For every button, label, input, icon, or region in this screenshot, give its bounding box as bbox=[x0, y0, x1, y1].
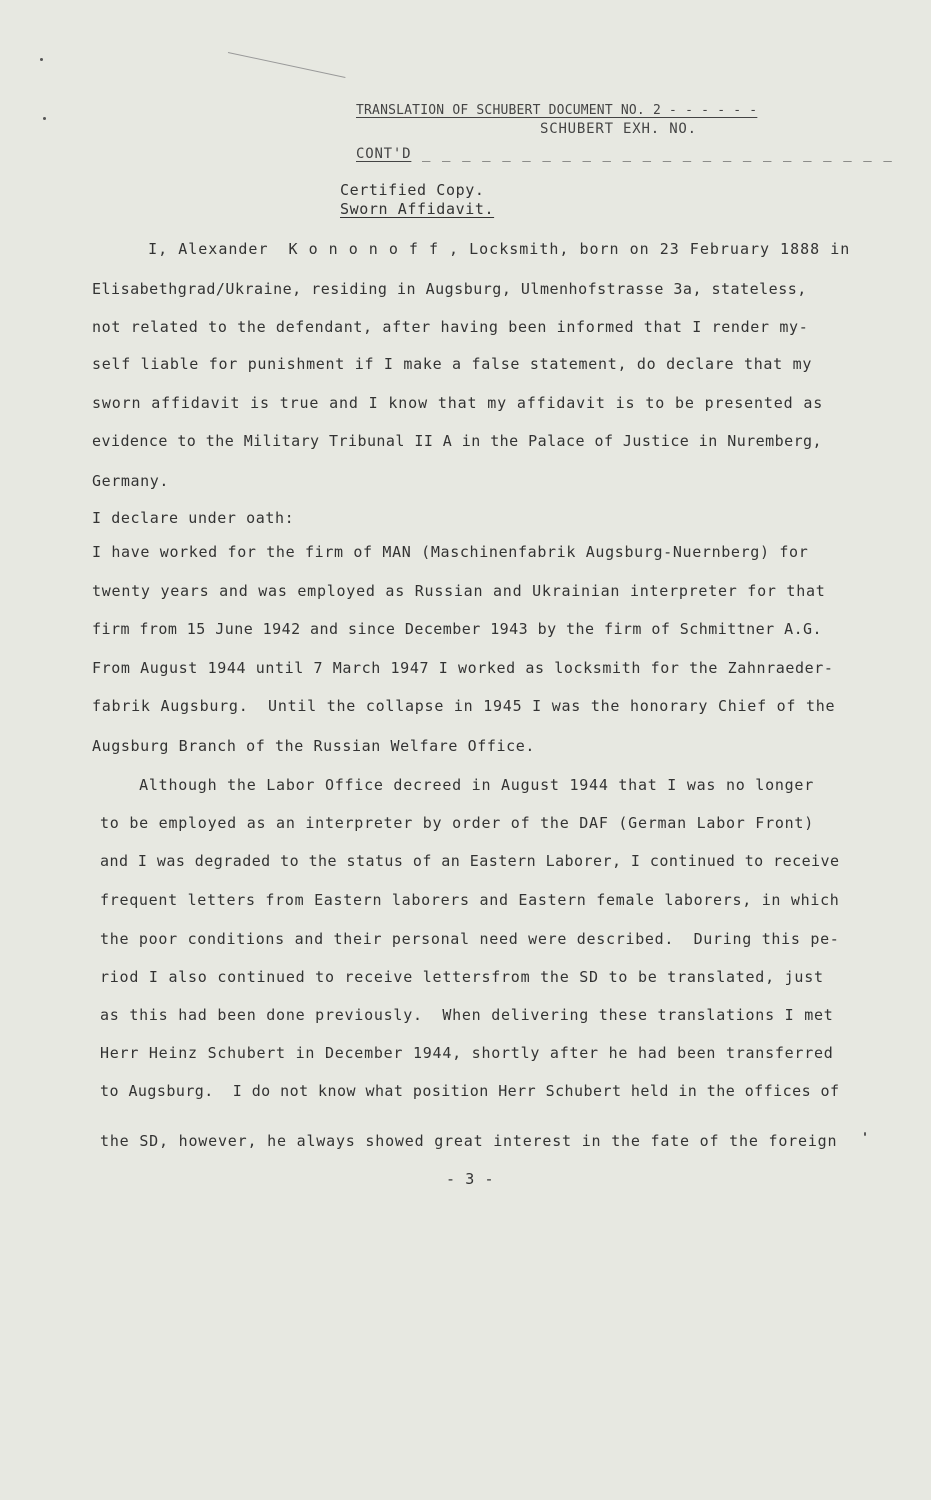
body-line: to Augsburg. I do not know what position Herr Schubert held in the offices of bbox=[100, 1082, 840, 1100]
body-line: evidence to the Military Tribunal II A in the Palace of Justice in Nuremberg, bbox=[92, 432, 823, 450]
body-line: twenty years and was employed as Russian and Ukrainian interpreter for that bbox=[92, 582, 826, 600]
body-line: sworn affidavit is true and I know that my affidavit is to be presented as bbox=[92, 394, 824, 412]
margin-dot bbox=[864, 1132, 866, 1136]
body-line: fabrik Augsburg. Until the collapse in 1945 I was the honorary Chief of the bbox=[92, 697, 836, 715]
header-contd: CONT'D bbox=[356, 146, 412, 162]
body-line: to be employed as an interpreter by order of the DAF (German Labor Front) bbox=[100, 814, 814, 832]
body-line: and I was degraded to the status of an Eastern Laborer, I continued to receive bbox=[100, 852, 840, 870]
body-line: as this had been done previously. When delivering these translations I met bbox=[100, 1006, 834, 1024]
header-translation-line: TRANSLATION OF SCHUBERT DOCUMENT NO. 2 - - - - - - bbox=[356, 103, 758, 118]
body-line: the poor conditions and their personal need were described. During this pe- bbox=[100, 930, 840, 948]
header-dash-rule: _ _ _ _ _ _ _ _ _ _ _ _ _ _ _ _ _ _ _ _ _ _ _ _ bbox=[422, 146, 894, 162]
body-line: Elisabethgrad/Ukraine, residing in Augsburg, Ulmenhofstrasse 3a, stateless, bbox=[92, 280, 807, 298]
body-line: frequent letters from Eastern laborers and Eastern female laborers, in which bbox=[100, 891, 840, 909]
body-line: Herr Heinz Schubert in December 1944, shortly after he had been transferred bbox=[100, 1044, 834, 1062]
body-line: I have worked for the firm of MAN (Maschinenfabrik Augsburg-Nuernberg) for bbox=[92, 543, 809, 561]
title-sworn-affidavit: Sworn Affidavit. bbox=[340, 200, 495, 218]
body-line: Although the Labor Office decreed in August 1944 that I was no longer bbox=[100, 776, 814, 794]
margin-dot bbox=[43, 117, 46, 120]
pencil-stroke bbox=[228, 52, 346, 78]
body-line: Augsburg Branch of the Russian Welfare Office. bbox=[92, 737, 536, 755]
body-line: self liable for punishment if I make a false statement, do declare that my bbox=[92, 355, 813, 373]
page-number: - 3 - bbox=[446, 1170, 495, 1188]
header-exhibit-number: SCHUBERT EXH. NO. bbox=[540, 121, 697, 137]
body-line: the SD, however, he always showed great interest in the fate of the foreign bbox=[100, 1132, 838, 1150]
body-line: From August 1944 until 7 March 1947 I worked as locksmith for the Zahnraeder- bbox=[92, 659, 834, 677]
body-line: I declare under oath: bbox=[92, 509, 295, 527]
body-line: riod I also continued to receive lettersfrom the SD to be translated, just bbox=[100, 968, 824, 986]
body-line: not related to the defendant, after having been informed that I render my- bbox=[92, 318, 809, 336]
title-certified-copy: Certified Copy. bbox=[340, 181, 485, 199]
margin-dot bbox=[40, 58, 43, 61]
body-line: firm from 15 June 1942 and since December 1943 by the firm of Schmittner A.G. bbox=[92, 620, 823, 638]
body-line: Germany. bbox=[92, 472, 170, 490]
body-line: I, Alexander K o n o n o f f , Locksmith, born on 23 February 1888 in bbox=[108, 240, 851, 258]
